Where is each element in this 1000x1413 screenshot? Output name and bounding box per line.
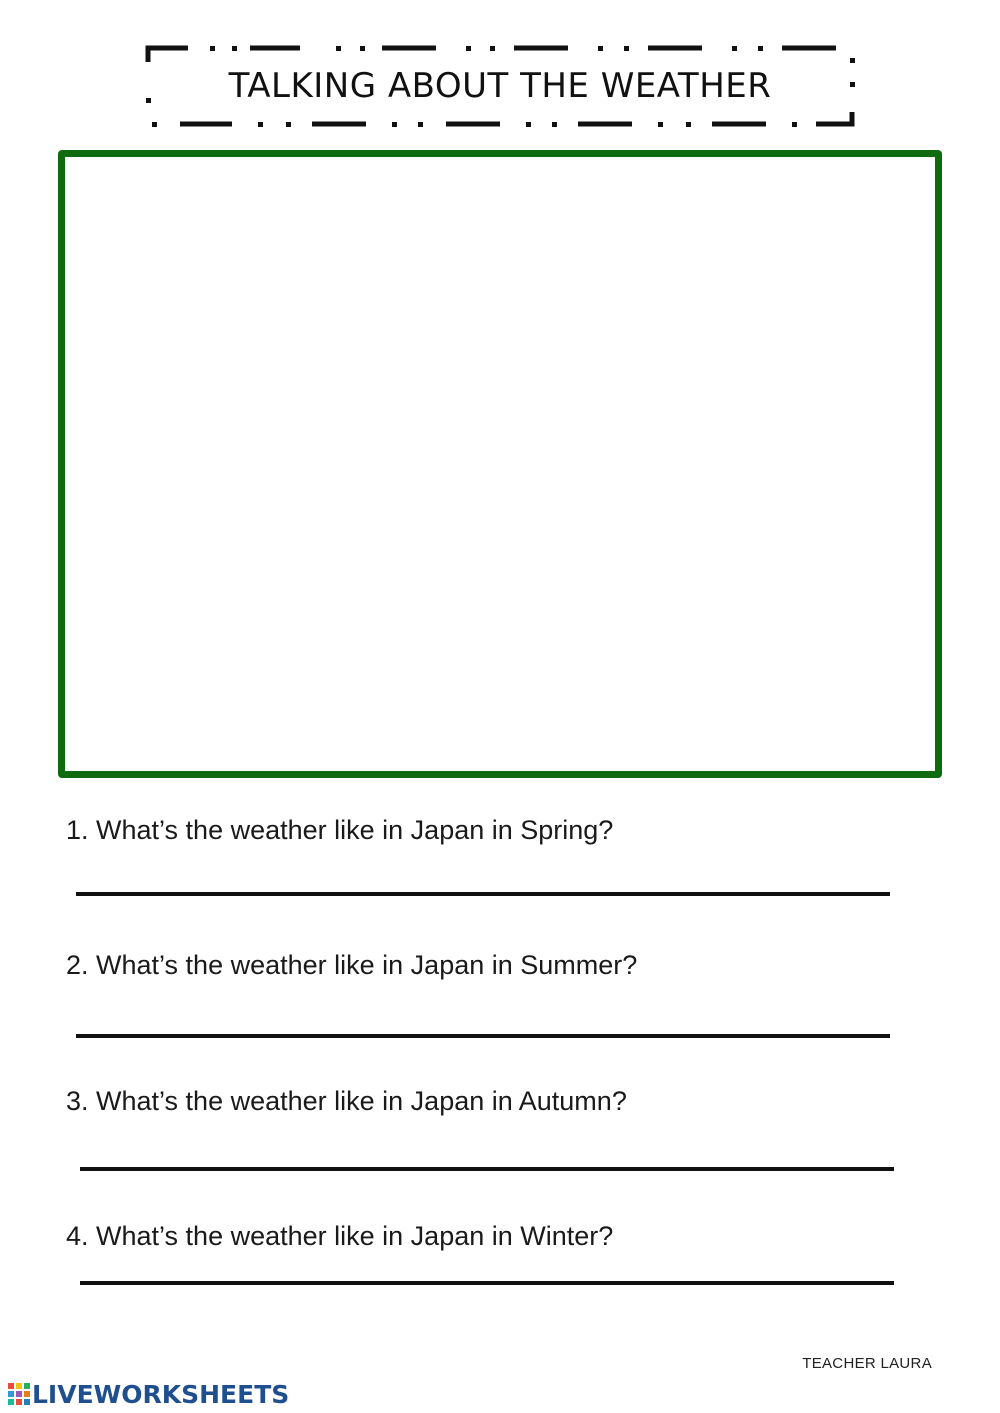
- brand-name: LIVEWORKSHEETS: [32, 1379, 290, 1409]
- picture-frame: [58, 150, 942, 778]
- worksheet-title: TALKING ABOUT THE WEATHER: [228, 66, 772, 106]
- title-frame: [140, 40, 860, 132]
- question-1: 1. What’s the weather like in Japan in Spring?: [66, 815, 614, 845]
- brand-footer[interactable]: [8, 1378, 289, 1410]
- answer-line-2[interactable]: [76, 1034, 890, 1038]
- author-credit: TEACHER LAURA: [802, 1355, 932, 1372]
- answer-line-4[interactable]: [80, 1281, 894, 1285]
- answer-line-1[interactable]: [76, 892, 890, 896]
- answer-line-3[interactable]: [80, 1167, 894, 1171]
- question-4: 4. What’s the weather like in Japan in Winter?: [66, 1221, 614, 1251]
- question-2: 2. What’s the weather like in Japan in Summer?: [66, 950, 638, 980]
- question-3: 3. What’s the weather like in Japan in Autumn?: [66, 1086, 627, 1116]
- liveworksheets-logo-icon: [8, 1383, 30, 1405]
